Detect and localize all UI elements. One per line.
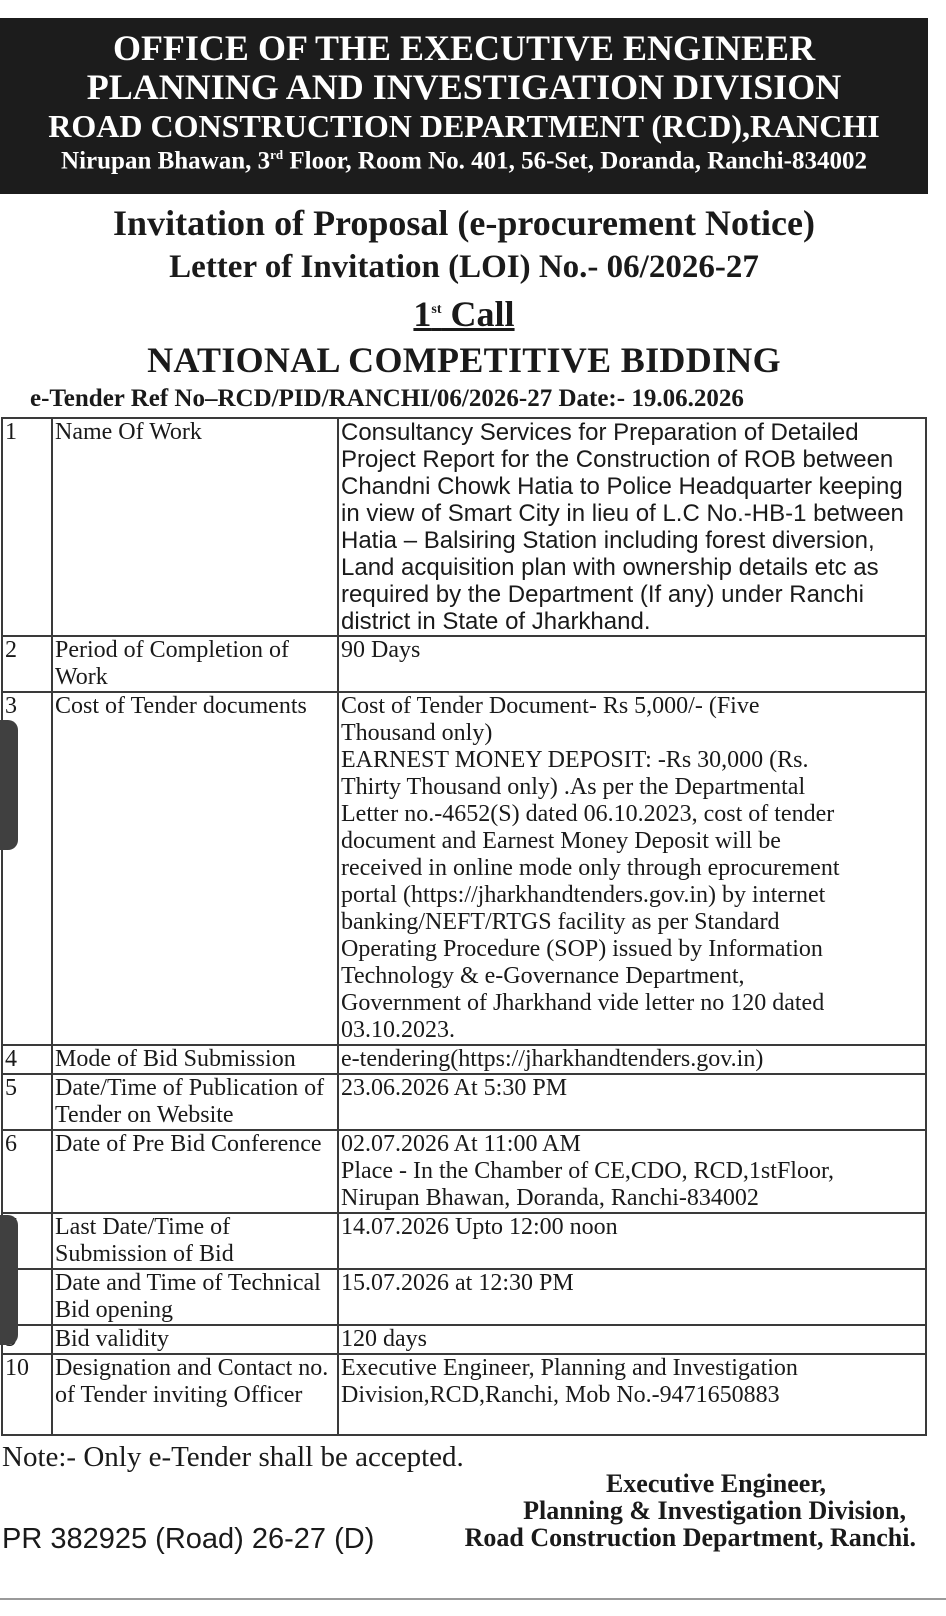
row-value bbox=[338, 636, 926, 692]
row-label: Mode of Bid Submission bbox=[52, 1045, 338, 1074]
row-label: Bid validity bbox=[52, 1325, 338, 1354]
row-value bbox=[338, 418, 926, 636]
table-row bbox=[2, 636, 926, 692]
table-row bbox=[2, 1269, 926, 1325]
table-row bbox=[2, 1325, 926, 1354]
row-number: 1 bbox=[2, 418, 52, 636]
value-line: Land acquisition plan with ownership details etc as bbox=[341, 554, 879, 581]
table-row bbox=[2, 692, 926, 1045]
invitation-title: Invitation of Proposal (e-procurement Notice) bbox=[113, 203, 815, 243]
row-label: Period of Completion of Work bbox=[52, 636, 338, 692]
value-line: Nirupan Bhawan, Doranda, Ranchi-834002 bbox=[341, 1185, 759, 1211]
value-line: Consultancy Services for Preparation of Detailed bbox=[341, 419, 859, 446]
row-label: Name Of Work bbox=[52, 418, 338, 636]
office-address bbox=[0, 148, 928, 173]
row-value bbox=[338, 692, 926, 1045]
value-line: Technology & e-Governance Department, bbox=[341, 963, 745, 989]
office-title: OFFICE OF THE EXECUTIVE ENGINEER bbox=[112, 28, 816, 68]
signature-block bbox=[465, 1470, 916, 1551]
row-label: Last Date/Time of Submission of Bid bbox=[52, 1213, 338, 1269]
value-line: EARNEST MONEY DEPOSIT: -Rs 30,000 (Rs. bbox=[341, 747, 809, 773]
call-text: Call bbox=[441, 294, 515, 334]
address-floor-suffix: rd bbox=[270, 147, 284, 162]
value-line: 23.06.2026 At 5:30 PM bbox=[341, 1075, 568, 1101]
office-header bbox=[0, 18, 928, 194]
value-line: received in online mode only through eprocurement bbox=[341, 855, 840, 881]
call-label bbox=[0, 288, 928, 336]
address-part-2: Floor, Room No. 401, 56-Set, Doranda, Ranchi-834002 bbox=[283, 147, 867, 175]
row-label: Designation and Contact no. of Tender inviting Officer bbox=[52, 1354, 338, 1435]
value-line: Project Report for the Construction of ROB between bbox=[341, 446, 894, 473]
value-line: district in State of Jharkhand. bbox=[341, 608, 651, 635]
table-row bbox=[2, 1045, 926, 1074]
note-text: Note:- Only e-Tender shall be accepted. bbox=[2, 1441, 464, 1473]
table-row bbox=[2, 1213, 926, 1269]
tender-reference: e-Tender Ref No–RCD/PID/RANCHI/06/2026-27 Date:- 19.06.2026 bbox=[30, 385, 744, 412]
value-line: in view of Smart City in lieu of L.C No.-HB-1 between bbox=[341, 500, 904, 527]
row-value bbox=[338, 1213, 926, 1269]
value-line: e-tendering(https://jharkhandtenders.gov.in) bbox=[341, 1046, 764, 1072]
row-number: 3 bbox=[2, 692, 52, 1045]
value-line: Letter no.-4652(S) dated 06.10.2023, cost of tender bbox=[341, 801, 835, 827]
value-line: Government of Jharkhand vide letter no 120 dated bbox=[341, 990, 825, 1016]
value-line: banking/NEFT/RTGS facility as per Standard bbox=[341, 909, 780, 935]
left-edge-marker bbox=[0, 1215, 18, 1345]
table-row bbox=[2, 418, 926, 636]
value-line: 90 Days bbox=[341, 637, 421, 663]
row-value bbox=[338, 1130, 926, 1213]
row-value bbox=[338, 1045, 926, 1074]
row-label: Date and Time of Technical Bid opening bbox=[52, 1269, 338, 1325]
row-value bbox=[338, 1269, 926, 1325]
value-line: Executive Engineer, Planning and Investigation bbox=[341, 1355, 798, 1381]
table-row bbox=[2, 1130, 926, 1213]
value-line: 14.07.2026 Upto 12:00 noon bbox=[341, 1214, 618, 1240]
table-row bbox=[2, 1354, 926, 1435]
value-line: Operating Procedure (SOP) issued by Information bbox=[341, 936, 823, 962]
value-line: Cost of Tender Document- Rs 5,000/- (Five bbox=[341, 693, 760, 719]
value-line: 02.07.2026 At 11:00 AM bbox=[341, 1131, 581, 1157]
row-number: 6 bbox=[2, 1130, 52, 1213]
loi-number: Letter of Invitation (LOI) No.- 06/2026-27 bbox=[169, 249, 759, 285]
row-value bbox=[338, 1325, 926, 1354]
call-number: 1 bbox=[413, 294, 432, 334]
row-label: Cost of Tender documents bbox=[52, 692, 338, 1045]
table-row bbox=[2, 1074, 926, 1130]
signature-line-1: Executive Engineer, bbox=[605, 1469, 826, 1498]
notice-titles bbox=[0, 200, 928, 414]
department-title: ROAD CONSTRUCTION DEPARTMENT (RCD),RANCHI bbox=[48, 108, 880, 144]
row-value bbox=[338, 1074, 926, 1130]
call-suffix: st bbox=[431, 302, 442, 317]
left-edge-marker bbox=[0, 720, 18, 850]
row-label: Date/Time of Publication of Tender on Website bbox=[52, 1074, 338, 1130]
value-line: Place - In the Chamber of CE,CDO, RCD,1stFloor, bbox=[341, 1158, 834, 1184]
division-title: PLANNING AND INVESTIGATION DIVISION bbox=[86, 67, 842, 107]
signature-line-2: Planning & Investigation Division, bbox=[523, 1496, 906, 1525]
address-part-1: Nirupan Bhawan, 3 bbox=[61, 147, 271, 175]
value-line: Thirty Thousand only) .As per the Departmental bbox=[341, 774, 806, 800]
row-number: 5 bbox=[2, 1074, 52, 1130]
tender-details-table bbox=[1, 417, 927, 1436]
row-number: 10 bbox=[2, 1354, 52, 1435]
row-label: Date of Pre Bid Conference bbox=[52, 1130, 338, 1213]
value-line: 120 days bbox=[341, 1326, 427, 1352]
row-number: 4 bbox=[2, 1045, 52, 1074]
value-line: Hatia – Balsiring Station including forest diversion, bbox=[341, 527, 875, 554]
value-line: Thousand only) bbox=[341, 720, 493, 746]
value-line: required by the Department (If any) under Ranchi bbox=[341, 581, 864, 608]
value-line: Division,RCD,Ranchi, Mob No.-9471650883 bbox=[341, 1382, 780, 1408]
value-line: 03.10.2023. bbox=[341, 1017, 455, 1043]
signature-line-3: Road Construction Department, Ranchi. bbox=[464, 1523, 916, 1552]
value-line: portal (https://jharkhandtenders.gov.in) by internet bbox=[341, 882, 826, 908]
bidding-type: NATIONAL COMPETITIVE BIDDING bbox=[147, 340, 781, 380]
value-line: 15.07.2026 at 12:30 PM bbox=[341, 1270, 574, 1296]
bottom-divider bbox=[0, 1598, 946, 1600]
value-line: document and Earnest Money Deposit will be bbox=[341, 828, 781, 854]
value-line: Chandni Chowk Hatia to Police Headquarter keeping bbox=[341, 473, 903, 500]
row-value bbox=[338, 1354, 926, 1435]
pr-number: PR 382925 (Road) 26-27 (D) bbox=[2, 1523, 375, 1555]
row-number: 2 bbox=[2, 636, 52, 692]
